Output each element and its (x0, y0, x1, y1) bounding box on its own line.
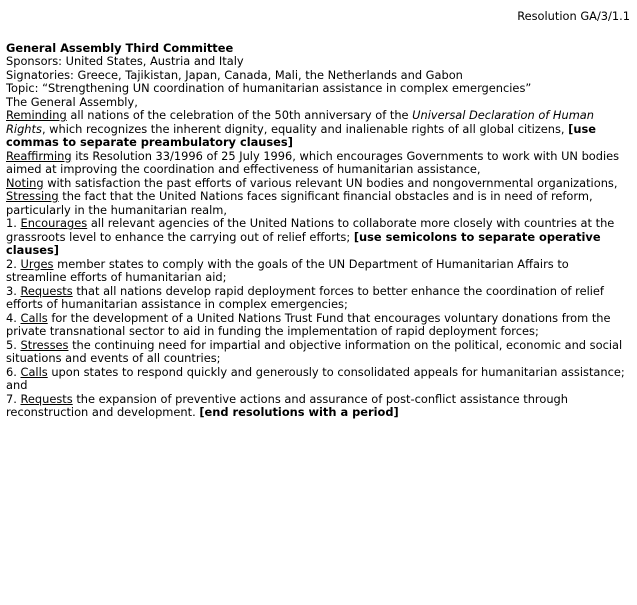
clause-number: 6. (6, 364, 21, 379)
committee-title: General Assembly Third Committee (6, 40, 234, 55)
sponsors-line: Sponsors: United States, Austria and Italy (6, 54, 244, 68)
signatories-line: Signatories: Greece, Tajikistan, Japan, Canada, Mali, the Netherlands and Gabon (6, 67, 463, 82)
operative-clause (6, 217, 632, 258)
operative-clause (6, 366, 632, 393)
clause-text: , which recognizes the inherent dignity, equality and inalienable rights of all global citizens, (41, 121, 569, 136)
clause-keyword: Stressing (6, 189, 59, 203)
operative-clause (6, 258, 632, 285)
clause-note: [use commas to separate preambulatory clauses] (6, 121, 596, 149)
preamble-clause (6, 190, 632, 217)
clause-number: 3. (6, 283, 21, 298)
preamble-clause (6, 150, 632, 177)
clause-text: the fact that the United Nations faces significant financial obstacles and is in need of reform, particularly in the humanitarian realm, (6, 189, 593, 217)
clause-text: all relevant agencies of the United Nations to collaborate more closely with countries at the grassroots level to enhance the carrying out of relief efforts; (6, 216, 615, 244)
clause-text: the expansion of preventive actions and assurance of post-conflict assistance through reconstruction and development. (6, 391, 568, 419)
operative-clause (6, 339, 632, 366)
preamble-clause (6, 177, 632, 191)
clause-keyword: Requests (20, 391, 73, 406)
clause-keyword: Calls (20, 364, 48, 379)
clause-keyword: Requests (20, 283, 73, 298)
clause-note: [use semicolons to separate operative clauses] (6, 229, 601, 257)
topic-line: Topic: “Strengthening UN coordination of humanitarian assistance in complex emergencies” (6, 81, 532, 95)
clause-number: 4. (6, 310, 21, 325)
clause-text: member states to comply with the goals of the UN Department of Humanitarian Affairs to streamline efforts of humanitarian aid; (6, 256, 569, 284)
operative-clause (6, 312, 632, 339)
clause-keyword: Reminding (6, 108, 67, 122)
clause-keyword: Urges (20, 256, 54, 271)
clause-note: [end resolutions with a period] (199, 405, 399, 419)
clause-keyword: Stresses (20, 337, 69, 352)
clause-text: for the development of a United Nations Trust Fund that encourages voluntary donations from the private transnational sector to aid in funding the implementation of rapid deployment forces; (6, 310, 611, 338)
clause-text: its Resolution 33/1996 of 25 July 1996, which encourages Governments to work with UN bodies aimed at improving the coordination and effectiveness of humanitarian assistance, (6, 148, 620, 176)
clause-text: with satisfaction the past efforts of various relevant UN bodies and nongovernmental organizations, (43, 175, 618, 190)
clause-text: upon states to respond quickly and generously to consolidated appeals for humanitarian assistance; and (6, 364, 625, 392)
clause-number: 1. (6, 216, 21, 230)
clause-keyword: Noting (6, 175, 44, 190)
clause-keyword: Encourages (20, 216, 88, 230)
clause-italic-title: Universal Declaration of Human Rights (6, 108, 594, 136)
operative-clause (6, 285, 632, 312)
clause-number: 7. (6, 391, 21, 406)
clause-keyword: Reaffirming (6, 148, 72, 163)
clause-number: 2. (6, 256, 21, 271)
clause-text: all nations of the celebration of the 50th anniversary of the (66, 108, 413, 122)
intro-line: The General Assembly, (6, 94, 138, 109)
preamble-clause (6, 109, 632, 150)
clause-number: 5. (6, 337, 21, 352)
clause-text: the continuing need for impartial and objective information on the political, economic and social situations and events of all countries; (6, 337, 623, 365)
clause-text: that all nations develop rapid deployment forces to better enhance the coordination of relief efforts of humanitarian assistance in complex emergencies; (6, 283, 604, 311)
resolution-document (6, 10, 632, 420)
resolution-number: Resolution GA/3/1.1 (517, 9, 630, 23)
operative-clause (6, 393, 632, 420)
clause-keyword: Calls (20, 310, 48, 325)
